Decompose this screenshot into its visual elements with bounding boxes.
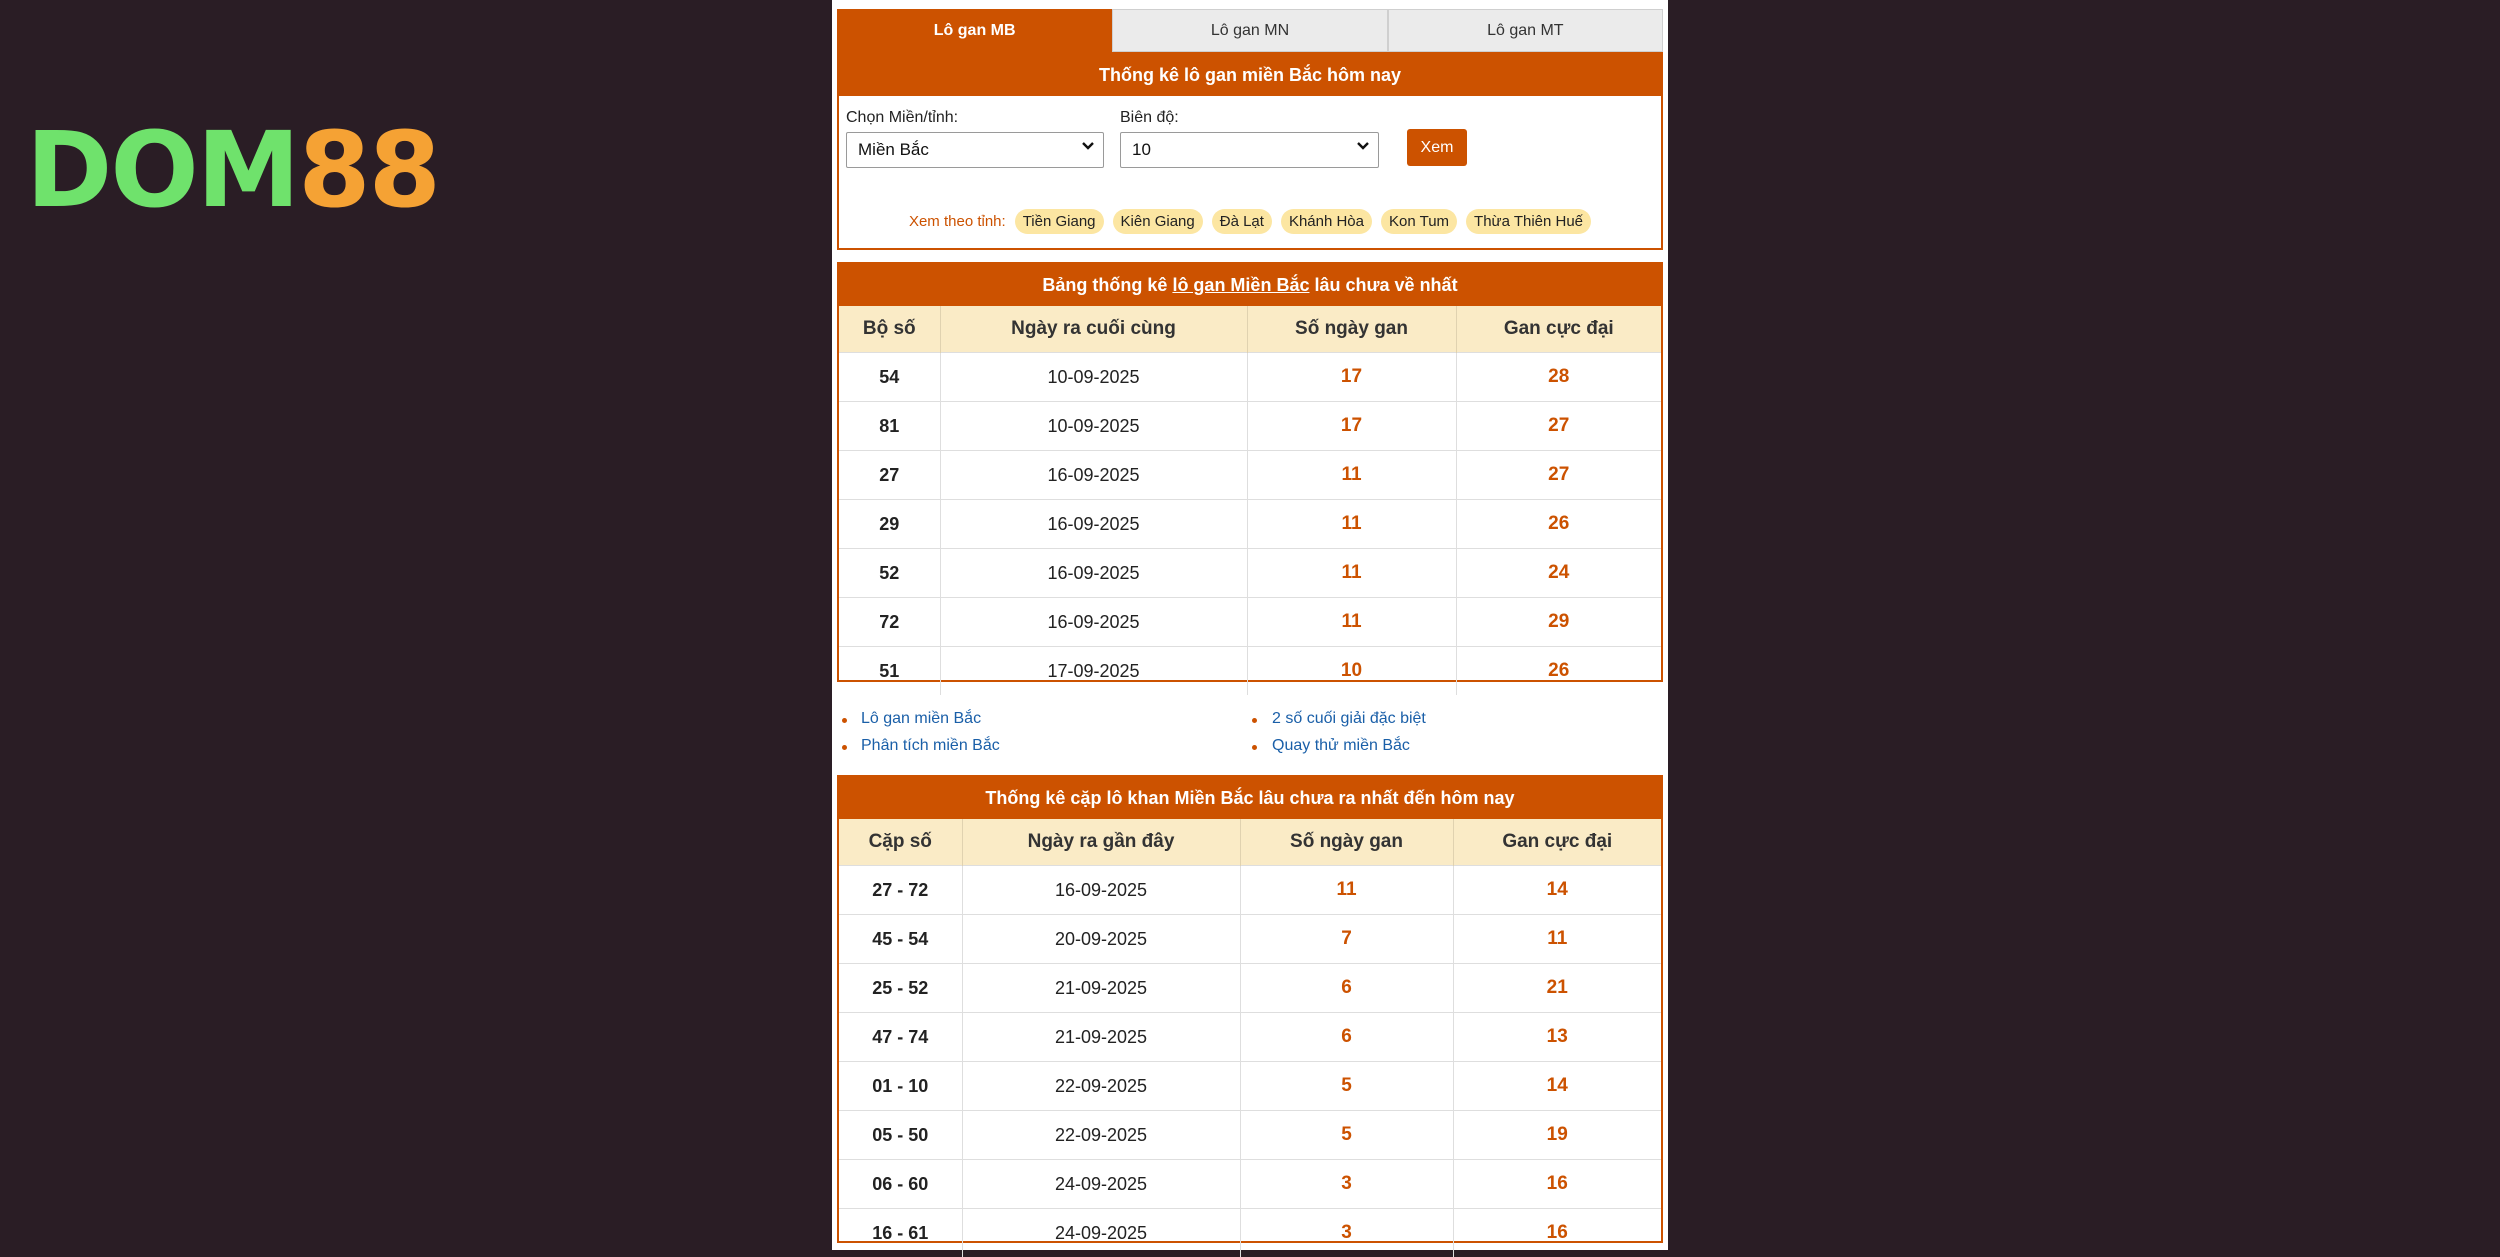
date-cell: 10-09-2025 (940, 402, 1247, 451)
table-row (839, 1013, 1661, 1062)
max-cell: 29 (1456, 598, 1661, 647)
table-row (839, 500, 1661, 549)
days-cell: 7 (1240, 915, 1453, 964)
table-row (839, 1160, 1661, 1209)
table-row (839, 353, 1661, 402)
days-cell: 11 (1240, 866, 1453, 915)
date-cell: 22-09-2025 (962, 1111, 1240, 1160)
table-row (839, 549, 1661, 598)
link-quay-thu-mien-bac[interactable]: Quay thử miền Bắc (1272, 737, 1410, 755)
number-cell: 29 (839, 500, 940, 549)
max-cell: 16 (1453, 1160, 1661, 1209)
chevron-down-icon (1081, 139, 1095, 153)
date-cell: 16-09-2025 (940, 500, 1247, 549)
pair-cell: 45 - 54 (839, 915, 962, 964)
province-label: Xem theo tỉnh: (909, 213, 1006, 230)
province-chip[interactable]: Đà Lạt (1212, 209, 1272, 234)
days-cell: 17 (1247, 402, 1456, 451)
bullet-icon (842, 745, 847, 750)
date-cell: 17-09-2025 (940, 647, 1247, 696)
province-chip[interactable]: Tiền Giang (1015, 209, 1104, 234)
link-phan-tich-mien-bac[interactable]: Phân tích miền Bắc (861, 737, 1000, 755)
pair-cell: 16 - 61 (839, 1209, 962, 1257)
max-cell: 27 (1456, 402, 1661, 451)
logo (26, 118, 439, 222)
max-cell: 16 (1453, 1209, 1661, 1257)
date-cell: 16-09-2025 (940, 598, 1247, 647)
date-cell: 16-09-2025 (940, 451, 1247, 500)
max-cell: 27 (1456, 451, 1661, 500)
content-panel (832, 0, 1668, 1250)
table-row (839, 402, 1661, 451)
date-cell: 16-09-2025 (962, 866, 1240, 915)
pair-cell: 27 - 72 (839, 866, 962, 915)
lo-gan-table (839, 306, 1661, 695)
range-select[interactable] (1120, 132, 1379, 168)
logo-text-dom: DOM (26, 109, 298, 231)
region-select[interactable] (846, 132, 1104, 168)
max-cell: 21 (1453, 964, 1661, 1013)
bullet-icon (842, 718, 847, 723)
max-cell: 26 (1456, 647, 1661, 696)
tab-bar (837, 9, 1663, 52)
max-cell: 19 (1453, 1111, 1661, 1160)
title-link[interactable]: lô gan Miền Bắc (1172, 275, 1309, 296)
date-cell: 20-09-2025 (962, 915, 1240, 964)
table-row (839, 598, 1661, 647)
days-cell: 11 (1247, 500, 1456, 549)
table-row (839, 1062, 1661, 1111)
tab-lo-gan-mb[interactable]: Lô gan MB (837, 9, 1112, 52)
title-suffix: lâu chưa về nhất (1314, 275, 1457, 296)
cap-lo-table-title: Thống kê cặp lô khan Miền Bắc lâu chưa ra nhất đến hôm nay (839, 777, 1661, 819)
number-cell: 52 (839, 549, 940, 598)
column-header: Gan cực đại (1453, 819, 1661, 866)
column-header: Bộ số (839, 306, 940, 353)
days-cell: 5 (1240, 1062, 1453, 1111)
number-cell: 81 (839, 402, 940, 451)
filter-box (837, 52, 1663, 250)
submit-button[interactable]: Xem (1407, 129, 1467, 166)
days-cell: 11 (1247, 451, 1456, 500)
table-row (839, 451, 1661, 500)
days-cell: 6 (1240, 964, 1453, 1013)
title-prefix: Bảng thống kê (1042, 275, 1167, 296)
number-cell: 72 (839, 598, 940, 647)
link-2-so-cuoi[interactable]: 2 số cuối giải đặc biệt (1272, 710, 1426, 728)
table-row (839, 866, 1661, 915)
days-cell: 3 (1240, 1209, 1453, 1257)
province-chip[interactable]: Kiên Giang (1113, 209, 1203, 234)
table-row (839, 915, 1661, 964)
date-cell: 24-09-2025 (962, 1160, 1240, 1209)
lo-gan-table-box (837, 262, 1663, 682)
max-cell: 14 (1453, 866, 1661, 915)
number-cell: 54 (839, 353, 940, 402)
column-header: Ngày ra gần đây (962, 819, 1240, 866)
table-row (839, 647, 1661, 696)
pair-cell: 47 - 74 (839, 1013, 962, 1062)
number-cell: 27 (839, 451, 940, 500)
days-cell: 5 (1240, 1111, 1453, 1160)
date-cell: 21-09-2025 (962, 1013, 1240, 1062)
date-cell: 22-09-2025 (962, 1062, 1240, 1111)
range-select-value: 10 (1132, 140, 1151, 160)
date-cell: 21-09-2025 (962, 964, 1240, 1013)
related-links (832, 707, 1668, 759)
days-cell: 6 (1240, 1013, 1453, 1062)
date-cell: 16-09-2025 (940, 549, 1247, 598)
column-header: Cặp số (839, 819, 962, 866)
days-cell: 17 (1247, 353, 1456, 402)
cap-lo-table (839, 819, 1661, 1257)
number-cell: 51 (839, 647, 940, 696)
province-row (839, 209, 1661, 234)
chevron-down-icon (1356, 139, 1370, 153)
date-cell: 24-09-2025 (962, 1209, 1240, 1257)
region-label: Chọn Miền/tỉnh: (846, 109, 958, 127)
max-cell: 13 (1453, 1013, 1661, 1062)
tab-lo-gan-mt[interactable]: Lô gan MT (1388, 9, 1663, 52)
max-cell: 28 (1456, 353, 1661, 402)
max-cell: 26 (1456, 500, 1661, 549)
province-chip[interactable]: Kon Tum (1381, 209, 1457, 234)
lo-gan-table-title (839, 264, 1661, 306)
days-cell: 11 (1247, 598, 1456, 647)
column-header: Gan cực đại (1456, 306, 1661, 353)
region-select-value: Miền Bắc (858, 140, 929, 160)
cap-lo-table-box (837, 775, 1663, 1243)
days-cell: 10 (1247, 647, 1456, 696)
column-header: Ngày ra cuối cùng (940, 306, 1247, 353)
column-header: Số ngày gan (1240, 819, 1453, 866)
link-lo-gan-mien-bac[interactable]: Lô gan miền Bắc (861, 710, 981, 728)
range-label: Biên độ: (1120, 109, 1179, 127)
logo-text-88: 88 (298, 109, 439, 231)
date-cell: 10-09-2025 (940, 353, 1247, 402)
table-row (839, 964, 1661, 1013)
max-cell: 11 (1453, 915, 1661, 964)
pair-cell: 05 - 50 (839, 1111, 962, 1160)
pair-cell: 01 - 10 (839, 1062, 962, 1111)
tab-lo-gan-mn[interactable]: Lô gan MN (1112, 9, 1387, 52)
pair-cell: 06 - 60 (839, 1160, 962, 1209)
filter-title: Thống kê lô gan miền Bắc hôm nay (839, 54, 1661, 96)
province-chip[interactable]: Thừa Thiên Huế (1466, 209, 1591, 234)
bullet-icon (1252, 718, 1257, 723)
max-cell: 14 (1453, 1062, 1661, 1111)
pair-cell: 25 - 52 (839, 964, 962, 1013)
days-cell: 3 (1240, 1160, 1453, 1209)
bullet-icon (1252, 745, 1257, 750)
province-chip[interactable]: Khánh Hòa (1281, 209, 1372, 234)
table-row (839, 1111, 1661, 1160)
days-cell: 11 (1247, 549, 1456, 598)
column-header: Số ngày gan (1247, 306, 1456, 353)
max-cell: 24 (1456, 549, 1661, 598)
